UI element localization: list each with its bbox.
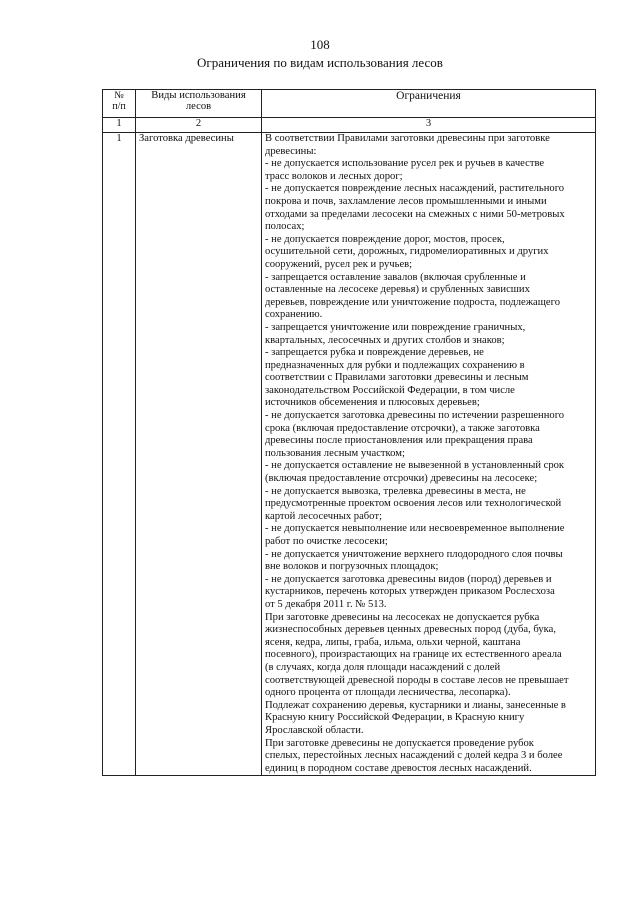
restriction-line: сохранению. — [265, 309, 323, 321]
restriction-line: - запрещается рубка и повреждение деревьев, не — [265, 347, 484, 359]
restriction-line: - не допускается невыполнение или несвоевременное выполнение — [265, 523, 565, 535]
restriction-line: соответствии с Правилами заготовки древесины и лесным — [265, 372, 529, 384]
restriction-line: жизнеспособных деревьев ценных древесных пород (дуба, бука, — [265, 624, 557, 636]
restriction-line: (в случаях, когда доля площади насаждений с долей — [265, 661, 501, 673]
restriction-line: - не допускается использование русел рек и ручьев в качестве — [265, 158, 545, 170]
row-number: 1 — [103, 133, 136, 776]
restriction-line: - запрещается оставление завалов (включая срубленные и — [265, 271, 526, 283]
restriction-line: - не допускается заготовка древесины по истечении разрешенного — [265, 410, 565, 422]
restriction-line: полосах; — [265, 221, 305, 233]
restriction-line: - не допускается заготовка древесины видов (пород) деревьев и — [265, 573, 552, 585]
header-restrictions: Ограничения — [262, 90, 596, 118]
restriction-line: спелых, перестойных лесных насаждений с долей кедра 3 и более — [265, 750, 563, 762]
restriction-line: от 5 декабря 2011 г. № 513. — [265, 598, 387, 610]
restriction-line: ясеня, кедра, липы, граба, ильма, ольхи черной, каштана — [265, 636, 521, 648]
restriction-line: предназначенных для рубки и подлежащих сохранению в — [265, 359, 525, 371]
restriction-line: - не допускается повреждение дорог, мостов, просек, — [265, 233, 505, 245]
column-number-1: 1 — [103, 118, 136, 133]
column-number-3: 3 — [262, 118, 596, 133]
column-number-row — [103, 118, 596, 133]
restriction-line: источников обсеменения и плюсовых деревьев; — [265, 397, 480, 409]
table-row — [103, 133, 596, 776]
restriction-line: срока (включая предоставление отсрочки), а также заготовка — [265, 422, 540, 434]
restriction-line: законодательством Российской Федерации, в том числе — [265, 384, 515, 396]
restriction-line: предусмотренные проектом освоения лесов или технологической — [265, 498, 562, 510]
restrictions-table — [102, 89, 596, 776]
restriction-line: посевного), произрастающих на границе их естественного ареала — [265, 649, 562, 661]
row-restrictions-text — [262, 133, 596, 776]
document-title: Ограничения по видам использования лесов — [197, 55, 443, 70]
restriction-line: Красную книгу Российской Федерации, в Красную книгу — [265, 712, 525, 724]
restriction-line: (включая предоставление отсрочки) древесины на лесосеке; — [265, 473, 538, 485]
restriction-line: - не допускается оставление не вывезенной в установленный срок — [265, 460, 565, 472]
restriction-line: осушительной сети, дорожных, гидромелиоративных и других — [265, 246, 549, 258]
header-number — [103, 90, 136, 118]
table-header-row — [103, 90, 596, 118]
header-number-text: № п/п — [112, 90, 126, 112]
restriction-line: работ по очистке лесосеки; — [265, 536, 388, 547]
restriction-line: вне волоков и погрузочных площадок; — [265, 561, 439, 573]
restriction-line: - не допускается уничтожение верхнего плодородного слоя почвы — [265, 548, 563, 560]
restriction-line: деревьев, повреждение или уничтожение подроста, подлежащего — [265, 296, 560, 308]
restriction-line: квартальных, лесосечных и других столбов и знаков; — [265, 334, 505, 346]
restriction-line: одного процента от площади лесничества, лесопарка). — [265, 687, 511, 699]
header-usage-type — [136, 90, 262, 118]
restriction-line: - запрещается уничтожение или повреждение граничных, — [265, 321, 526, 333]
restriction-line: Ярославской области. — [265, 724, 364, 736]
restriction-line: покрова и почв, захламление лесов промышленными и иными — [265, 195, 547, 207]
header-usage-type-text: Виды использования лесов — [151, 90, 246, 112]
column-number-2: 2 — [136, 118, 262, 133]
restriction-line: - не допускается вывозка, трелевка древесины в места, не — [265, 485, 526, 497]
restriction-line: древесины после приостановления или прекращения права — [265, 435, 533, 447]
restriction-line: оставленные на лесосеке деревья) и срубленных зависших — [265, 284, 530, 296]
restriction-line: сооружений, русел рек и ручьев; — [265, 258, 413, 270]
row-usage-type: Заготовка древесины — [136, 133, 262, 776]
page-number: 108 — [310, 37, 330, 52]
restriction-line: При заготовке древесины не допускается проведение рубок — [265, 737, 534, 749]
restriction-line: пользования лесным участком; — [265, 447, 405, 459]
restriction-line: кустарников, перечень которых утвержден приказом Рослесхоза — [265, 586, 555, 598]
restriction-line: картой лесосечных работ; — [265, 510, 382, 522]
restriction-line: соответствующей древесной породы в составе лесов не превышает — [265, 674, 569, 686]
restriction-line: трасс волоков и лесных дорог; — [265, 170, 403, 182]
restriction-line: Подлежат сохранению деревья, кустарники и лианы, занесенные в — [265, 699, 566, 711]
restriction-line: древесины: — [265, 145, 317, 157]
restriction-line: При заготовке древесины на лесосеках не допускается рубка — [265, 611, 540, 623]
restriction-line: - не допускается повреждение лесных насаждений, растительного — [265, 183, 565, 195]
restriction-line: единиц в породном составе древостоя лесных насаждений. — [265, 762, 532, 774]
restriction-line: отходами за пределами лесосеки на смежных с ними 50-метровых — [265, 208, 565, 220]
restriction-line: В соответствии Правилами заготовки древесины при заготовке — [265, 133, 550, 144]
